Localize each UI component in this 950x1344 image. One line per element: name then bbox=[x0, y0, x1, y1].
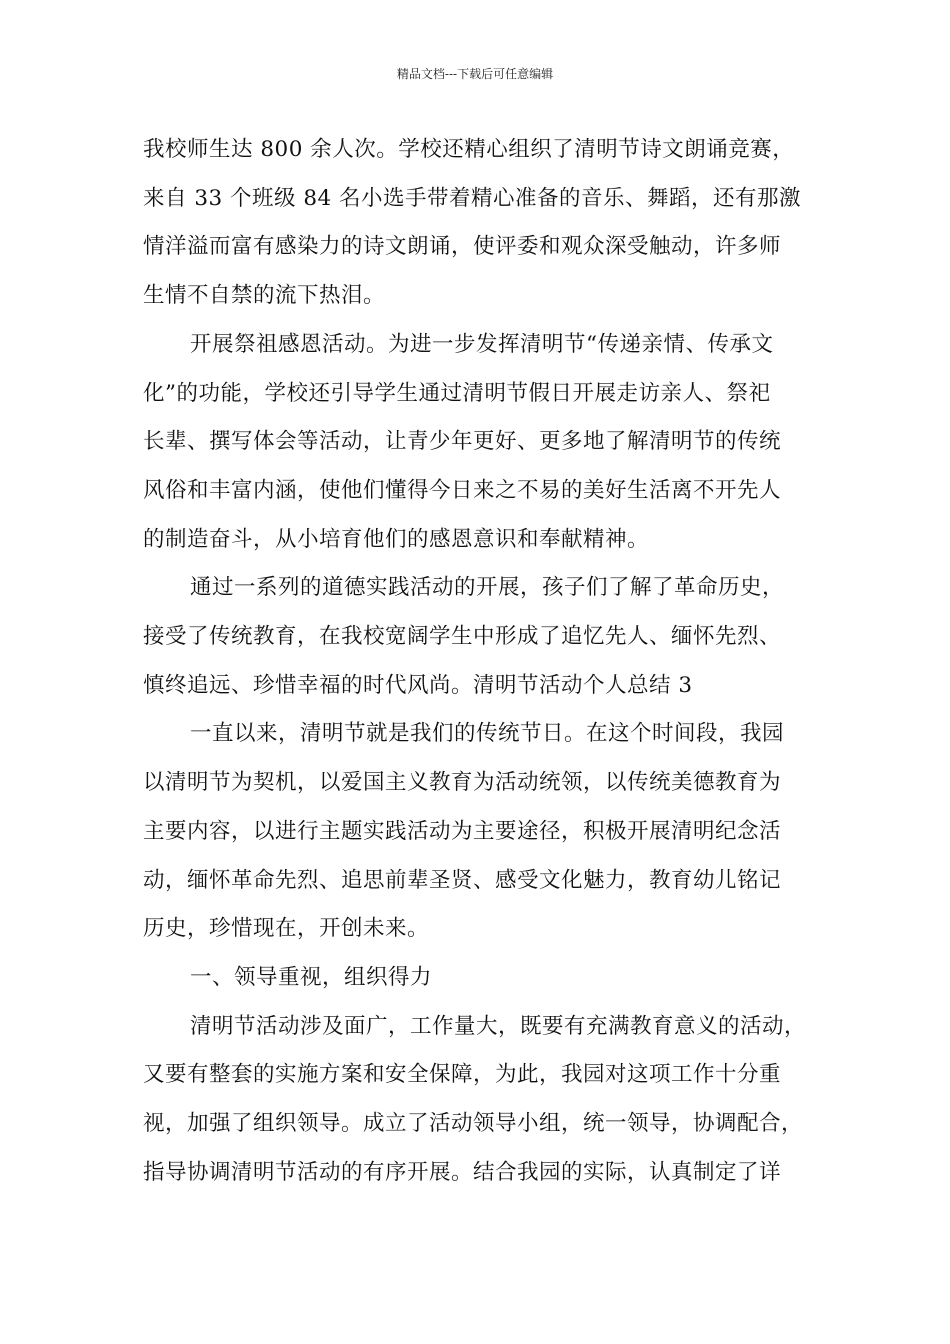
text-line: 长辈、撰写体会等活动，让青少年更好、更多地了解清明节的传统 bbox=[143, 429, 782, 455]
page-header: 精品文档---下载后可任意编辑 bbox=[396, 67, 554, 81]
text-line: 风俗和丰富内涵，使他们懂得今日来之不易的美好生活离不开先人 bbox=[143, 477, 782, 503]
document-body bbox=[143, 126, 837, 1197]
text-line: 一直以来，清明节就是我们的传统节日。在这个时间段，我园 bbox=[190, 721, 785, 747]
text-line: 指导协调清明节活动的有序开展。结合我园的实际，认真制定了详 bbox=[143, 1159, 782, 1185]
text-line: 清明节活动涉及面广，工作量大，既要有充满教育意义的活动， bbox=[190, 1013, 807, 1039]
text-line: 情洋溢而富有感染力的诗文朗诵，使评委和观众深受触动，许多师 bbox=[143, 234, 782, 260]
text-line: 慎终追远、珍惜幸福的时代风尚。清明节活动个人总结 3 bbox=[143, 672, 693, 698]
text-line: 视，加强了组织领导。成立了活动领导小组，统一领导，协调配合， bbox=[143, 1111, 804, 1137]
text-line: 又要有整套的实施方案和安全保障，为此，我园对这项工作十分重 bbox=[143, 1062, 782, 1088]
text-line: 动，缅怀革命先烈、追思前辈圣贤、感受文化魅力，教育幼儿铭记 bbox=[143, 867, 782, 893]
section-heading: 一、领导重视，组织得力 bbox=[190, 964, 433, 990]
text-line: 生情不自禁的流下热泪。 bbox=[143, 283, 386, 309]
text-line: 主要内容，以进行主题实践活动为主要途径，积极开展清明纪念活 bbox=[143, 818, 782, 844]
text-line: 我校师生达 800 余人次。学校还精心组织了清明节诗文朗诵竞赛， bbox=[143, 137, 795, 162]
text-line: 历史，珍惜现在，开创未来。 bbox=[143, 916, 430, 942]
text-line: 来自 33 个班级 84 名小选手带着精心准备的音乐、舞蹈，还有那激 bbox=[143, 185, 802, 211]
text-line: 以清明节为契机，以爱国主义教育为活动统领，以传统美德教育为 bbox=[143, 770, 782, 796]
text-line: 的制造奋斗，从小培育他们的感恩意识和奉献精神。 bbox=[143, 526, 650, 552]
text-line: 化”的功能，学校还引导学生通过清明节假日开展走访亲人、祭祀 bbox=[143, 380, 771, 406]
text-line: 接受了传统教育，在我校宽阔学生中形成了追忆先人、缅怀先烈、 bbox=[143, 624, 782, 650]
text-line: 开展祭祖感恩活动。为进一步发挥清明节“传递亲情、传承文 bbox=[190, 331, 774, 357]
text-line: 通过一系列的道德实践活动的开展，孩子们了解了革命历史， bbox=[190, 575, 785, 601]
